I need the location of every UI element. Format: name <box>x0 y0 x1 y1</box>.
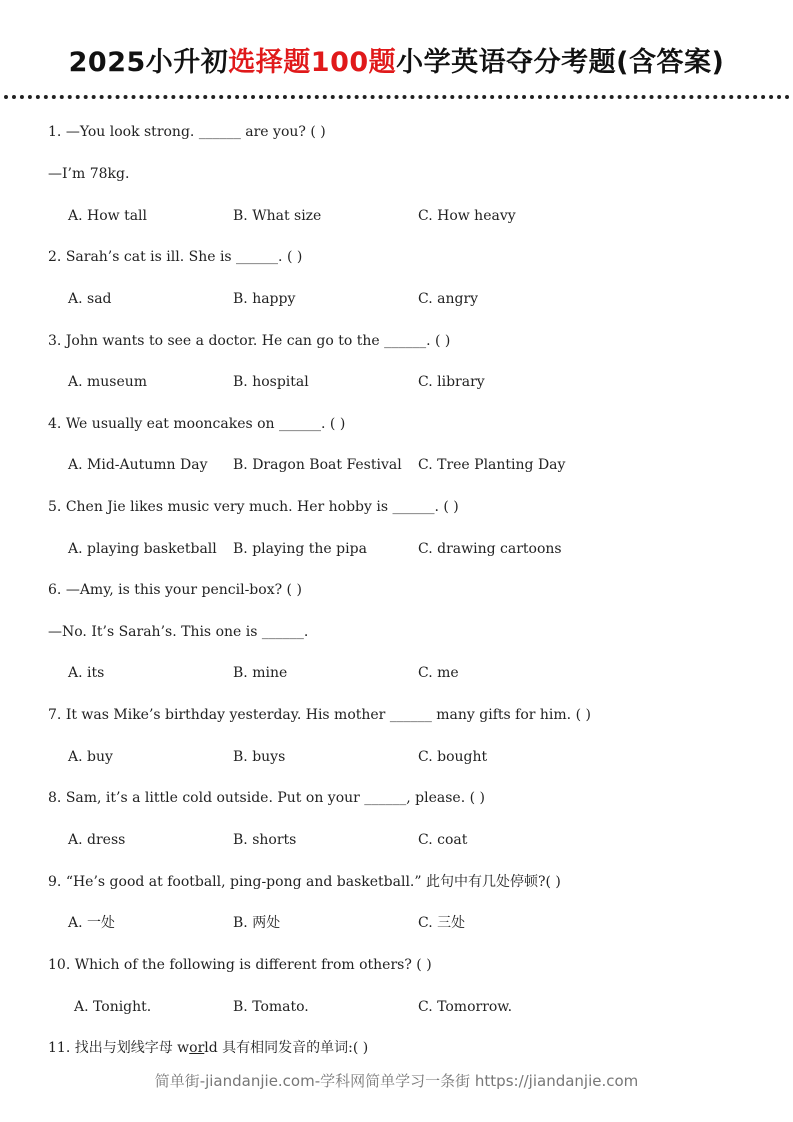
question-1-reply: —I’m 78kg. <box>48 166 130 182</box>
question-3 <box>48 331 450 351</box>
question-text: It was Mike’s birthday yesterday. His mother ______ many gifts for him. ( ) <box>65 707 591 723</box>
question-text: Sam, it’s a little cold outside. Put on your ______, please. ( ) <box>65 790 485 806</box>
option-c[interactable]: C. Tree Planting Day <box>418 457 566 473</box>
option-a[interactable]: A. Mid-Autumn Day <box>68 457 208 473</box>
option-a[interactable]: A. its <box>68 665 105 681</box>
page-footer: 简单街-jiandanjie.com-学科网简单学习一条街 https://jiandanjie.com <box>154 1072 639 1090</box>
option-b[interactable]: B. Tomato. <box>233 999 309 1015</box>
question-number: 6. <box>48 582 62 598</box>
dotted-divider <box>4 95 790 99</box>
option-a[interactable]: A. museum <box>68 374 148 390</box>
option-a[interactable]: A. buy <box>68 749 113 765</box>
question-number: 7. <box>48 707 62 723</box>
option-a[interactable]: A. Tonight. <box>74 999 152 1015</box>
option-a[interactable]: A. sad <box>68 291 112 307</box>
option-c[interactable]: C. bought <box>418 749 488 765</box>
question-number: 3. <box>48 333 62 349</box>
title-highlight: 选择题100题 <box>228 47 397 78</box>
question-number: 2. <box>48 249 62 265</box>
question-5 <box>48 497 459 517</box>
question-text-before: 找出与划线字母 w <box>74 1040 190 1056</box>
option-c[interactable]: C. 三处 <box>418 915 466 931</box>
option-a[interactable]: A. How tall <box>68 208 148 224</box>
question-2 <box>48 247 302 267</box>
option-c[interactable]: C. How heavy <box>418 208 516 224</box>
option-a[interactable]: A. 一处 <box>68 915 116 931</box>
option-c[interactable]: C. coat <box>418 832 468 848</box>
question-number: 8. <box>48 790 62 806</box>
option-c[interactable]: C. me <box>418 665 459 681</box>
option-b[interactable]: B. mine <box>233 665 288 681</box>
question-text: John wants to see a doctor. He can go to the ______. ( ) <box>65 333 451 349</box>
option-c[interactable]: C. drawing cartoons <box>418 541 562 557</box>
title-suffix: 小学英语夺分考题(含答案) <box>396 47 725 78</box>
question-text: Sarah’s cat is ill. She is ______. ( ) <box>65 249 303 265</box>
option-b[interactable]: B. What size <box>233 208 322 224</box>
question-6 <box>48 580 302 600</box>
question-text: Which of the following is different from others? ( ) <box>74 957 432 973</box>
question-6-reply: —No. It’s Sarah’s. This one is ______. <box>48 624 309 640</box>
option-a[interactable]: A. dress <box>68 832 126 848</box>
question-4 <box>48 414 345 434</box>
question-number: 1. <box>48 124 62 140</box>
underlined-letters: or <box>189 1040 205 1056</box>
option-c[interactable]: C. library <box>418 374 485 390</box>
question-text: “He’s good at football, ping-pong and basketball.” 此句中有几处停顿?( ) <box>65 874 561 890</box>
option-c[interactable]: C. angry <box>418 291 479 307</box>
question-10 <box>48 955 432 975</box>
question-text: —You look strong. ______ are you? ( ) <box>65 124 326 140</box>
question-number: 4. <box>48 416 62 432</box>
option-b[interactable]: B. Dragon Boat Festival <box>233 457 402 473</box>
page-title <box>0 40 793 79</box>
question-11 <box>48 1038 368 1058</box>
question-text: Chen Jie likes music very much. Her hobby is ______. ( ) <box>65 499 459 515</box>
option-a[interactable]: A. playing basketball <box>68 541 217 557</box>
question-text-after: ld 具有相同发音的单词:( ) <box>204 1040 369 1056</box>
question-text: We usually eat mooncakes on ______. ( ) <box>65 416 346 432</box>
option-b[interactable]: B. happy <box>233 291 296 307</box>
title-prefix: 2025小升初 <box>68 47 229 78</box>
question-7 <box>48 705 591 725</box>
option-c[interactable]: C. Tomorrow. <box>418 999 513 1015</box>
question-8 <box>48 788 485 808</box>
question-9 <box>48 872 561 892</box>
question-text: —Amy, is this your pencil-box? ( ) <box>65 582 302 598</box>
option-b[interactable]: B. buys <box>233 749 286 765</box>
question-number: 5. <box>48 499 62 515</box>
question-number: 10. <box>48 957 71 973</box>
option-b[interactable]: B. shorts <box>233 832 297 848</box>
question-number: 9. <box>48 874 62 890</box>
option-b[interactable]: B. playing the pipa <box>233 541 367 557</box>
option-b[interactable]: B. 两处 <box>233 915 281 931</box>
option-b[interactable]: B. hospital <box>233 374 309 390</box>
question-1 <box>48 122 326 142</box>
question-number: 11. <box>48 1040 71 1056</box>
